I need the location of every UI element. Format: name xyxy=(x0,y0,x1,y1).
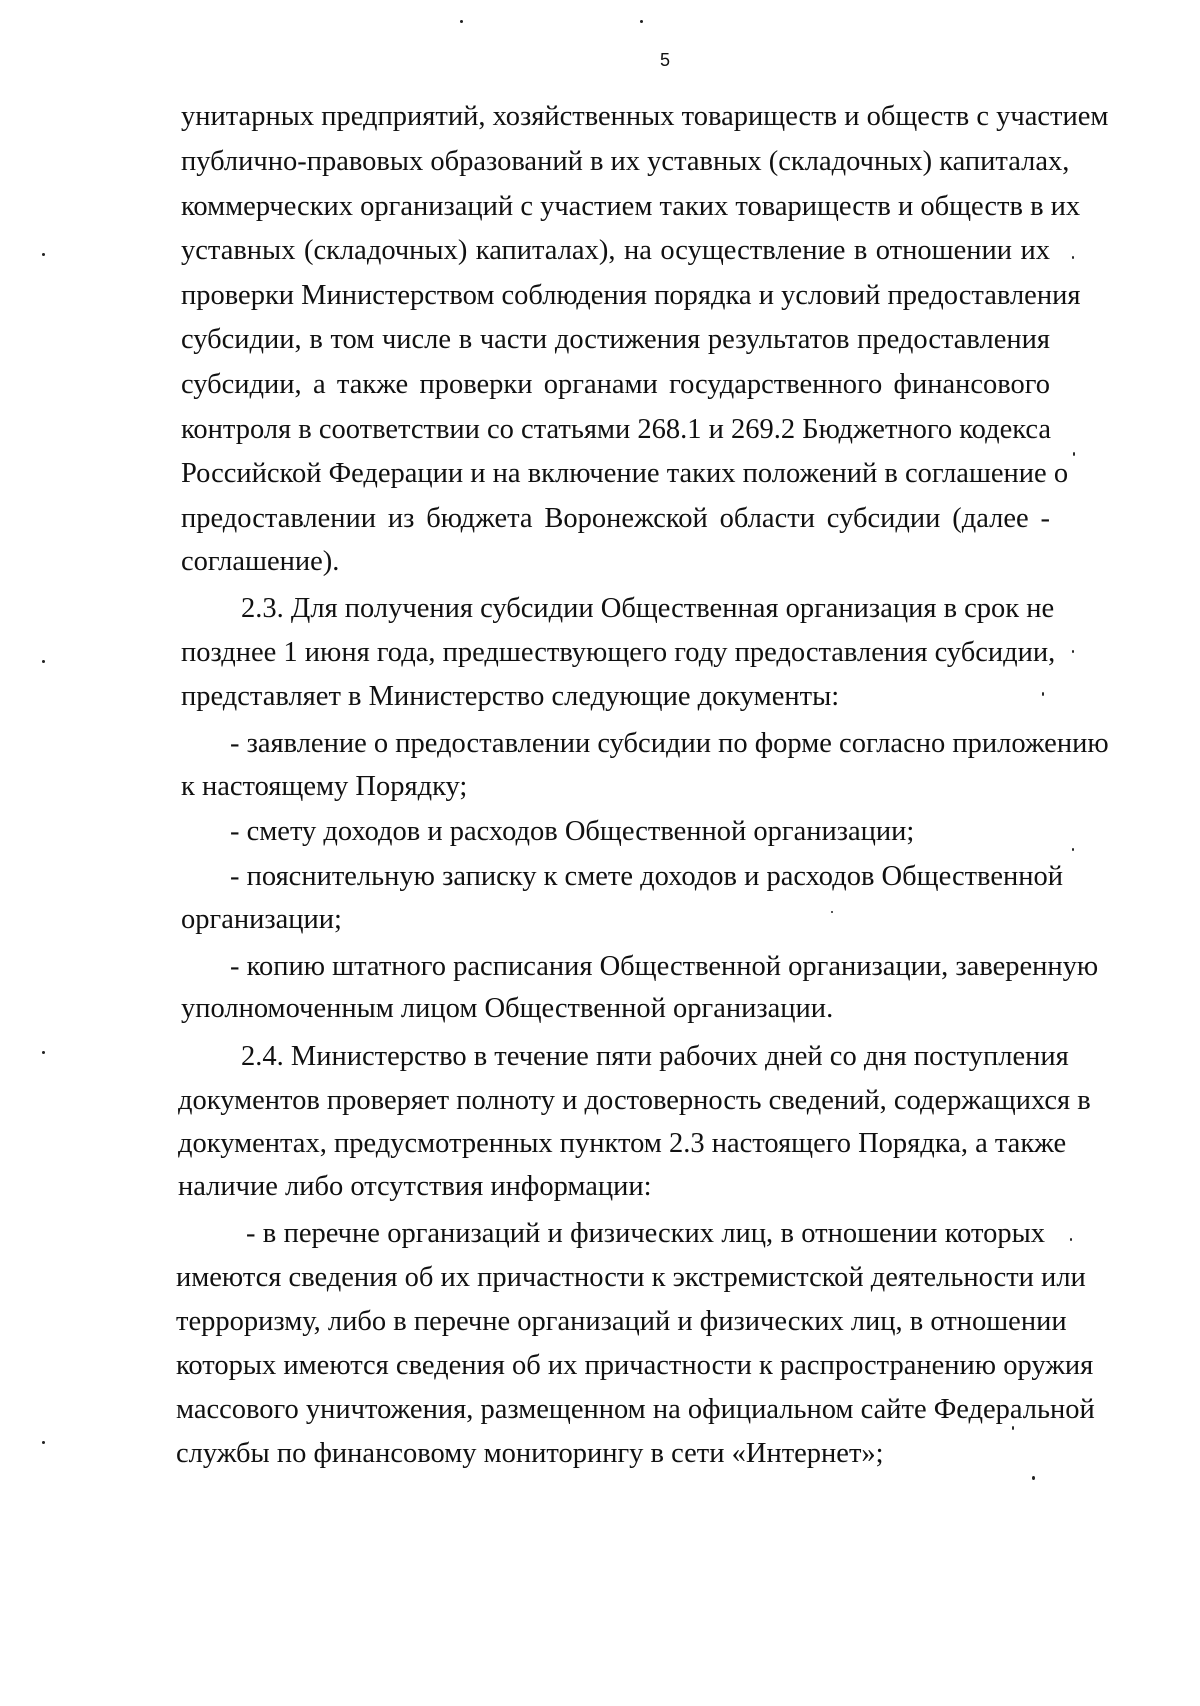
text-line: контроля в соответствии со статьями 268.1 и 269.2 Бюджетного кодекса xyxy=(181,414,1052,445)
text-line: субсидии, в том числе в части достижения результатов предоставления xyxy=(181,324,1050,355)
text-line: публично-правовых образований в их уставных (складочных) капиталах, xyxy=(181,146,1070,177)
text-line: - заявление о предоставлении субсидии по форме согласно приложению xyxy=(230,728,1109,759)
text-line: - в перечне организаций и физических лиц, в отношении которых xyxy=(246,1218,1045,1249)
text-line: которых имеются сведения об их причастности к распространению оружия xyxy=(176,1350,1094,1381)
page-number: 5 xyxy=(659,50,670,70)
scan-speck xyxy=(1012,1426,1014,1430)
scan-speck xyxy=(831,911,833,913)
text-line: - пояснительную записку к смете доходов и расходов Общественной xyxy=(230,861,1063,892)
text-line: терроризму, либо в перечне организаций и физических лиц, в отношении xyxy=(176,1306,1067,1337)
text-line: к настоящему Порядку; xyxy=(181,771,468,802)
text-line: 2.3. Для получения субсидии Общественная организация в срок не xyxy=(241,593,1055,624)
scan-speck xyxy=(42,253,45,256)
scan-speck xyxy=(42,1051,45,1054)
text-line: субсидии, а также проверки органами государственного финансового xyxy=(181,369,1050,400)
text-line: службы по финансовому мониторингу в сети «Интернет»; xyxy=(176,1438,884,1469)
text-line: организации; xyxy=(181,904,342,935)
scan-speck xyxy=(1070,1238,1072,1241)
scan-speck xyxy=(42,660,45,663)
text-line: унитарных предприятий, хозяйственных товариществ и обществ с участием xyxy=(181,101,1109,132)
text-line: наличие либо отсутствия информации: xyxy=(178,1171,652,1202)
scan-speck xyxy=(640,20,643,23)
text-line: документов проверяет полноту и достоверность сведений, содержащихся в xyxy=(178,1085,1091,1116)
scan-speck xyxy=(1073,452,1075,456)
scan-speck xyxy=(1032,1476,1035,1480)
text-line: документах, предусмотренных пунктом 2.3 настоящего Порядка, а также xyxy=(178,1128,1067,1159)
scan-speck xyxy=(1042,692,1044,696)
text-line: коммерческих организаций с участием таких товариществ и обществ в их xyxy=(181,191,1081,222)
scan-speck xyxy=(1072,848,1074,851)
text-line: уставных (складочных) капиталах), на осуществление в отношении их xyxy=(181,235,1050,266)
text-line: проверки Министерством соблюдения порядка и условий предоставления xyxy=(181,280,1081,311)
text-line: - копию штатного расписания Общественной организации, заверенную xyxy=(230,951,1099,982)
text-line: 2.4. Министерство в течение пяти рабочих дней со дня поступления xyxy=(241,1041,1069,1072)
text-line: массового уничтожения, размещенном на официальном сайте Федеральной xyxy=(176,1394,1095,1425)
text-line: предоставлении из бюджета Воронежской области субсидии (далее - xyxy=(181,503,1050,534)
scan-speck xyxy=(42,1441,45,1444)
text-line: имеются сведения об их причастности к экстремистской деятельности или xyxy=(176,1262,1086,1293)
text-line: соглашение). xyxy=(181,546,340,577)
text-line: представляет в Министерство следующие документы: xyxy=(181,681,840,712)
text-line: Российской Федерации и на включение таких положений в соглашение о xyxy=(181,458,1069,489)
scan-speck xyxy=(460,20,463,23)
text-line: уполномоченным лицом Общественной организации. xyxy=(181,993,834,1024)
text-line: позднее 1 июня года, предшествующего году предоставления субсидии, xyxy=(181,637,1056,668)
scan-speck xyxy=(1072,650,1074,653)
scan-speck xyxy=(1072,256,1074,259)
text-line: - смету доходов и расходов Общественной организации; xyxy=(230,816,915,847)
